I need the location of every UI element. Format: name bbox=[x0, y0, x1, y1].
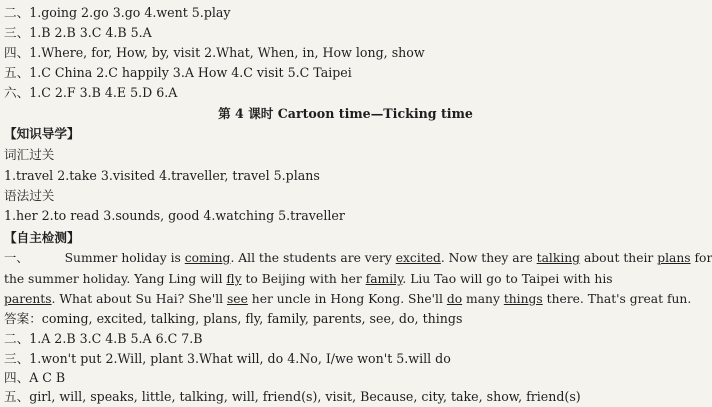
answer-line-ex5: 五、girl, will, speaks, little, talking, will, friend(s), visit, Because, city, take, show, friend(s) bbox=[4, 389, 581, 404]
answer-line-3: 三、1.B 2.B 3.C 4.B 5.A bbox=[4, 25, 152, 40]
passage-line-3: parents. What about Su Hai? She'll see her uncle in Hong Kong. She'll do many things there. That's great fun. bbox=[4, 292, 692, 306]
answer-line-2: 二、1.going 2.go 3.go 4.went 5.play bbox=[4, 5, 231, 20]
grammar-answers: 1.her 2.to read 3.sounds, good 4.watching 5.traveller bbox=[4, 208, 345, 223]
vocab-heading: 词汇过关 bbox=[4, 147, 55, 162]
passage-answer-key: 答案：coming, excited, talking, plans, fly, family, parents, see, do, things bbox=[4, 311, 463, 326]
section-knowledge-guide: 【知识导学】 bbox=[4, 126, 80, 141]
lesson-title: 第 4 课时 Cartoon time—Ticking time bbox=[218, 106, 473, 121]
answer-line-4: 四、1.Where, for, How, by, visit 2.What, When, in, How long, show bbox=[4, 45, 425, 60]
vocab-answers: 1.travel 2.take 3.visited 4.traveller, travel 5.plans bbox=[4, 168, 320, 183]
answer-line-ex2: 二、1.A 2.B 3.C 4.B 5.A 6.C 7.B bbox=[4, 331, 203, 346]
section-self-test: 【自主检测】 bbox=[4, 230, 80, 245]
answer-line-6: 六、1.C 2.F 3.B 4.E 5.D 6.A bbox=[4, 85, 178, 100]
answer-line-ex3: 三、1.won't put 2.Will, plant 3.What will, do 4.No, I/we won't 5.will do bbox=[4, 351, 451, 366]
passage-line-2: the summer holiday. Yang Ling will fly to Beijing with her family. Liu Tao will go to Taipei with his bbox=[4, 272, 613, 286]
answer-line-5: 五、1.C China 2.C happily 3.A How 4.C visit 5.C Taipei bbox=[4, 65, 352, 80]
grammar-heading: 语法过关 bbox=[4, 188, 55, 203]
passage-line-1: 一、 Summer holiday is coming. All the students are very excited. Now they are talking about their plans for bbox=[4, 251, 712, 265]
answer-line-ex4: 四、A C B bbox=[4, 370, 66, 385]
